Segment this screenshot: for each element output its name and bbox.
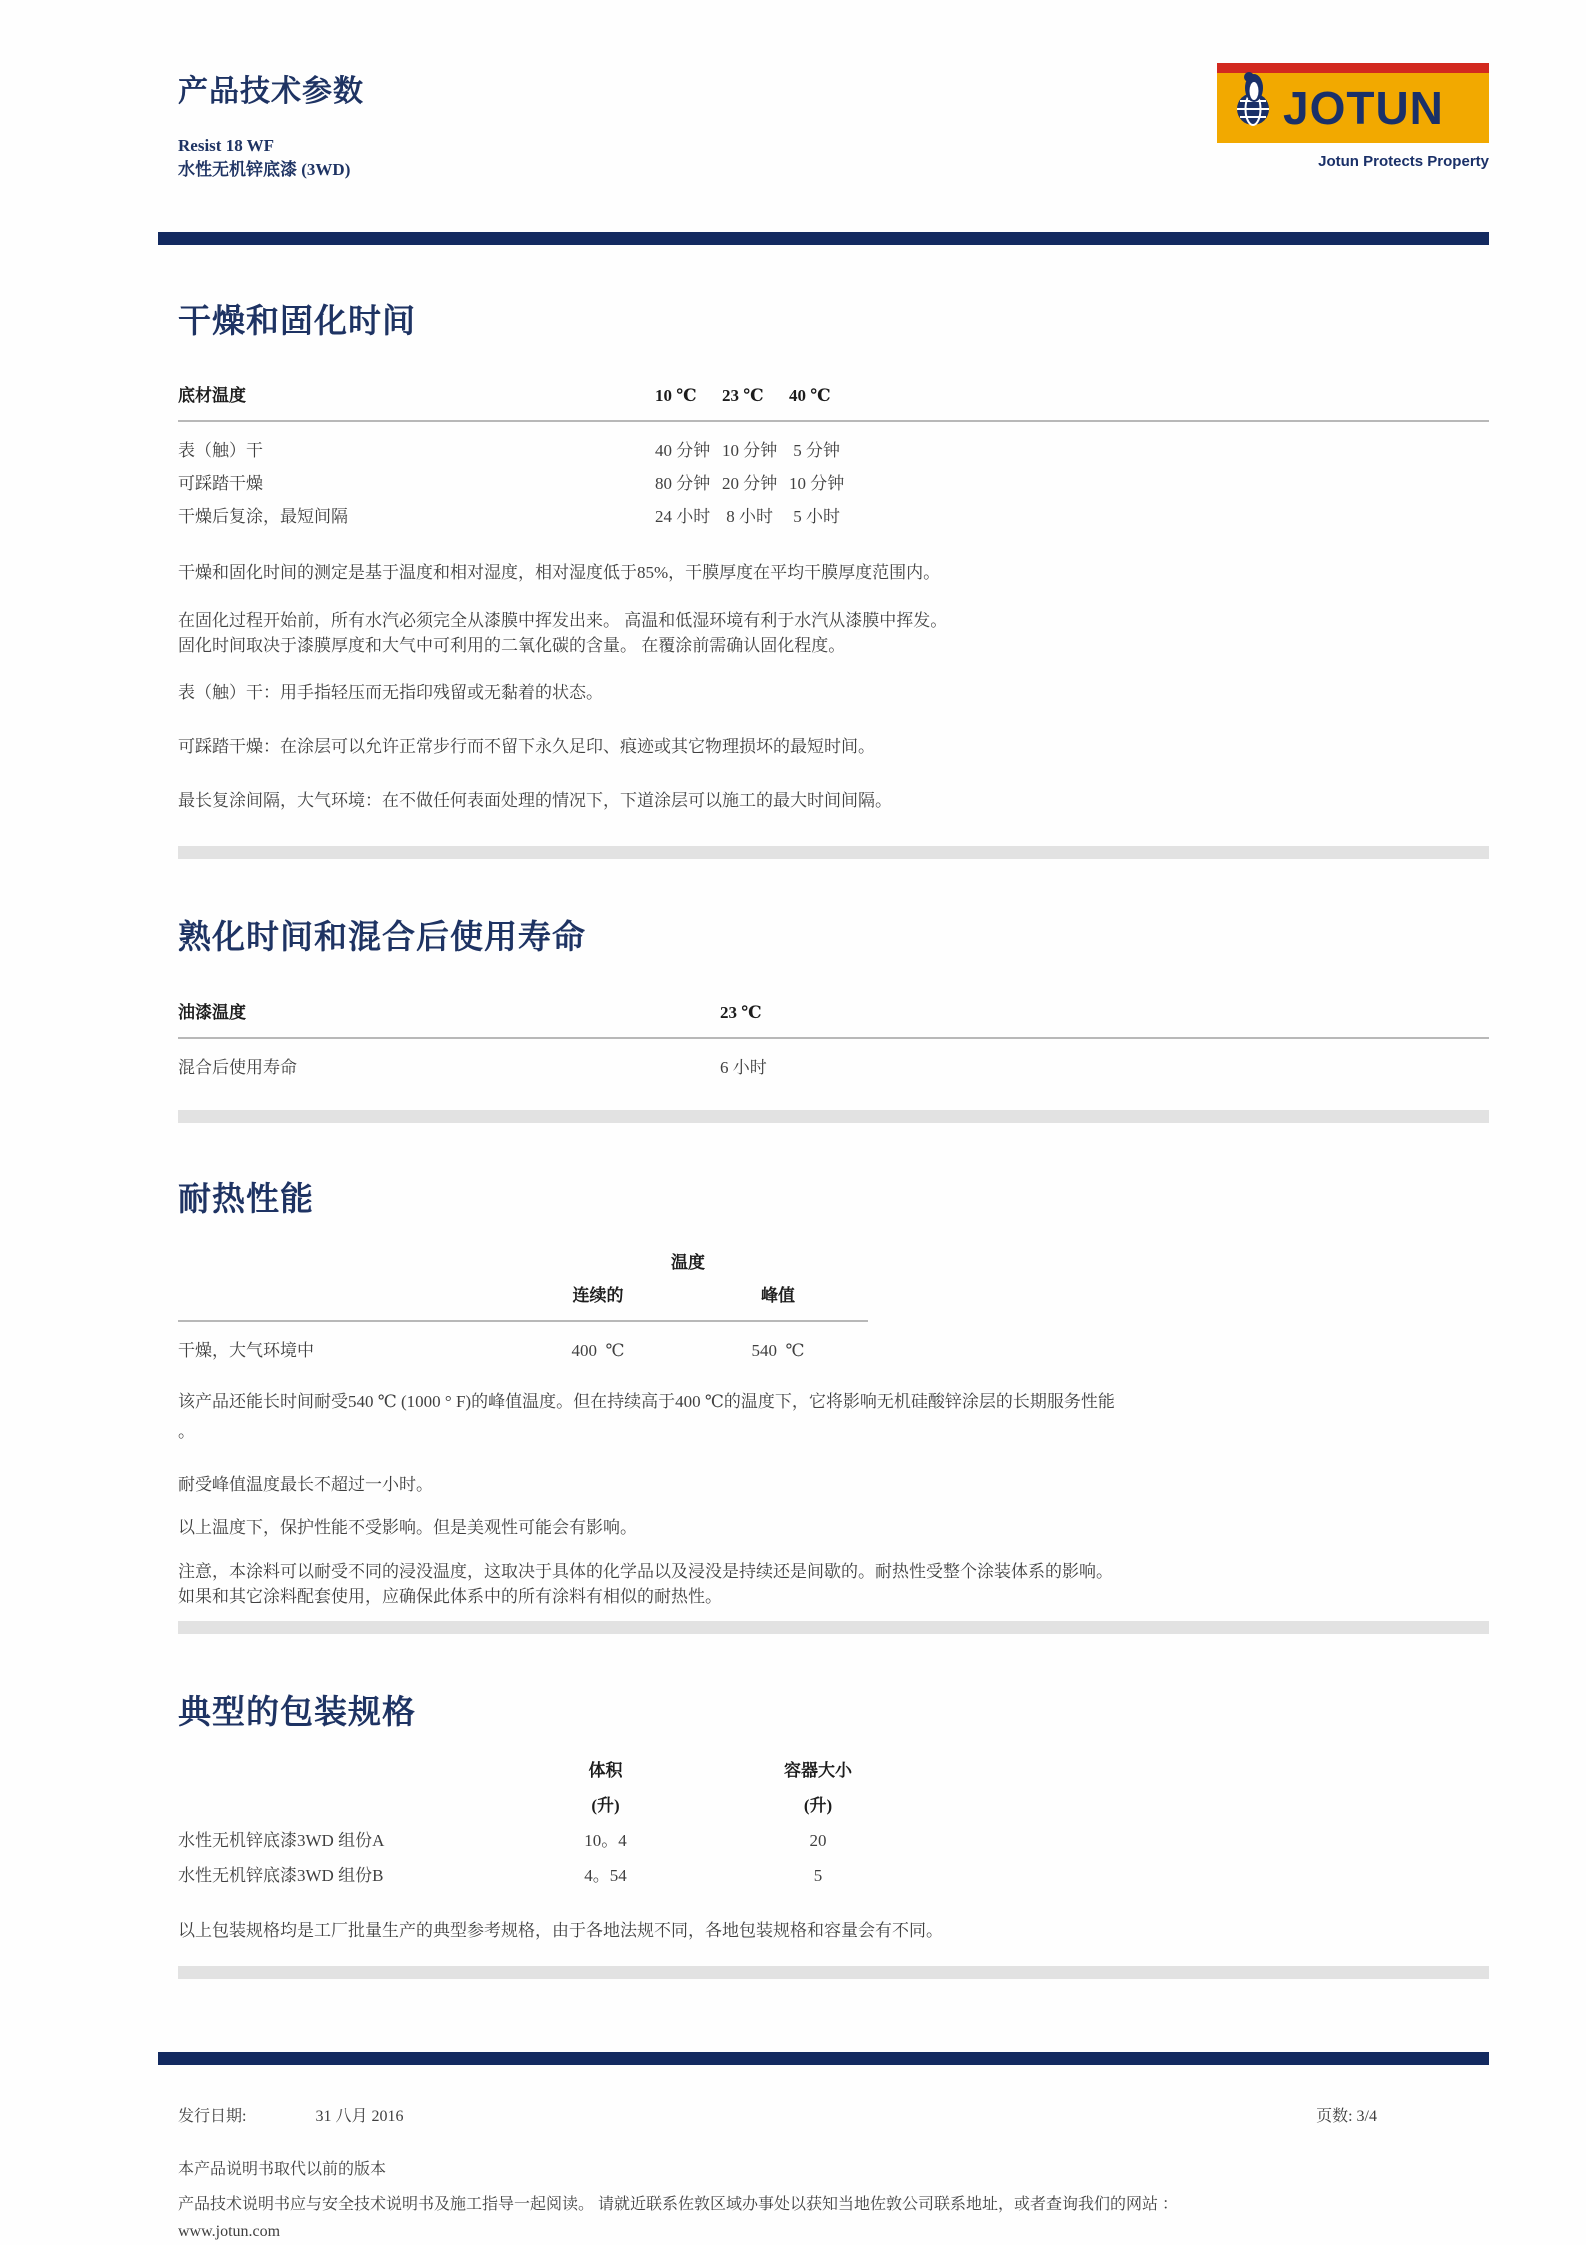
packaging-col-volume-unit: (升) [591, 1796, 620, 1816]
section-title-potlife: 熟化时间和混合后使用寿命 [178, 920, 586, 957]
heat-col-peak: 峰值 [761, 1286, 795, 1306]
page-title: 产品技术参数 [178, 75, 364, 108]
drying-table [178, 379, 1489, 533]
table-cell: 24 小时 [655, 507, 711, 527]
paragraph: 干燥和固化时间的测定是基于温度和相对湿度，相对湿度低于85%，干膜厚度在平均干膜厚度范围内。 [178, 563, 941, 583]
heat-col-continuous: 连续的 [572, 1286, 624, 1306]
product-subtitle: 水性无机锌底漆 (3WD) [178, 159, 351, 179]
issue-date-value: 31 八月 2016 [315, 2108, 404, 2125]
paragraph: 。 [178, 1421, 195, 1441]
footer-website: www.jotun.com [178, 2223, 281, 2241]
paragraph: 表（触）干：用手指轻压而无指印残留或无黏着的状态。 [178, 683, 603, 703]
section-divider [178, 1621, 1489, 1634]
table-cell: 10 分钟 [722, 441, 778, 461]
table-cell: 5 [813, 1866, 823, 1886]
product-name: Resist 18 WF [178, 136, 275, 155]
section-divider [178, 846, 1489, 859]
table-cell: 4。54 [584, 1866, 627, 1886]
drying-col-23c: 23 ℃ [722, 386, 764, 406]
packaging-col-size-unit: (升) [803, 1796, 833, 1816]
table-cell: 40 分钟 [655, 441, 711, 461]
table-cell: 10。4 [584, 1831, 627, 1851]
document-header [178, 0, 1489, 182]
table-cell: 400 ℃ [571, 1341, 625, 1361]
potlife-col-label: 油漆温度 [178, 1003, 246, 1023]
footer-note-1: 本产品说明书取代以前的版本 [178, 2161, 387, 2178]
issue-date-label: 发行日期: [178, 2108, 247, 2125]
table-row-label: 干燥，大气环境中 [178, 1341, 314, 1361]
heat-group-header: 温度 [671, 1253, 705, 1273]
issue-date-group [178, 2103, 403, 2126]
footer-note-2-text: 产品技术说明书应与安全技术说明书及施工指导一起阅读。 请就近联系佐敦区域办事处以获知当地佐敦公司联系地址，或者查询我们的网站 ： [178, 2196, 1179, 2213]
table-cell: 10 分钟 [789, 474, 845, 494]
table-header-rule [178, 1037, 1489, 1039]
paragraph: 该产品还能长时间耐受540 ℃ (1000 ° F)的峰值温度。但在持续高于400 ℃的温度下，它将影响无机硅酸锌涂层的长期服务性能 [178, 1392, 1115, 1412]
section-title-heat: 耐热性能 [178, 1182, 314, 1219]
product-name-block [178, 134, 364, 182]
table-row-label: 可踩踏干燥 [178, 474, 263, 494]
section-title-packaging: 典型的包装规格 [178, 1695, 416, 1732]
paragraph: 耐受峰值温度最长不超过一小时。 [178, 1474, 433, 1494]
paragraph: 在固化过程开始前，所有水汽必须完全从漆膜中挥发出来。 高温和低湿环境有利于水汽从漆膜中挥发。 [178, 611, 948, 631]
table-cell: 20 [809, 1831, 827, 1851]
packaging-note: 以上包装规格均是工厂批量生产的典型参考规格，由于各地法规不同，各地包装规格和容量会有不同。 [178, 1921, 943, 1941]
drying-col-label: 底材温度 [178, 386, 246, 406]
table-header-rule [178, 1320, 868, 1322]
paragraph: 注意，本涂料可以耐受不同的浸没温度，这取决于具体的化学品以及浸没是持续还是间歇的。耐热性受整个涂装体系的影响。 [178, 1561, 1113, 1581]
paragraph: 固化时间取决于漆膜厚度和大气中可利用的二氧化碳的含量。 在覆涂前需确认固化程度。 [178, 635, 846, 655]
paragraph: 最长复涂间隔，大气环境：在不做任何表面处理的情况下，下道涂层可以施工的最大时间间隔。 [178, 790, 892, 810]
section-divider [178, 1110, 1489, 1123]
section-divider [178, 1966, 1489, 1979]
footer-separator-bar [158, 2052, 1489, 2065]
logo-wordmark: JOTUN [1283, 82, 1444, 134]
drying-col-10c: 10 ℃ [655, 386, 697, 406]
logo-box [1217, 73, 1489, 143]
paragraph: 以上温度下，保护性能不受影响。但是美观性可能会有影响。 [178, 1518, 637, 1538]
heat-table [178, 1246, 1489, 1367]
footer-issue-row [178, 2103, 1489, 2126]
page-number: 页数: 3/4 [1316, 2108, 1377, 2125]
table-row-label: 水性无机锌底漆3WD 组份B [178, 1866, 384, 1886]
section-title-drying: 干燥和固化时间 [178, 303, 416, 340]
table-cell: 8 小时 [722, 507, 773, 527]
header-text-block [178, 66, 364, 182]
penguin-globe-icon [1227, 71, 1279, 134]
page-footer [0, 2052, 1586, 2245]
table-cell: 540 ℃ [751, 1341, 805, 1361]
table-cell: 5 分钟 [789, 441, 840, 461]
packaging-col-size: 容器大小 [784, 1761, 852, 1781]
drying-col-40c: 40 ℃ [789, 386, 831, 406]
paragraph: 如果和其它涂料配套使用，应确保此体系中的所有涂料有相似的耐热性。 [178, 1586, 722, 1606]
table-row-label: 混合后使用寿命 [178, 1058, 297, 1078]
paragraph: 可踩踏干燥：在涂层可以允许正常步行而不留下永久足印、痕迹或其它物理损坏的最短时间。 [178, 737, 875, 757]
table-cell: 6 小时 [720, 1058, 767, 1078]
table-cell: 20 分钟 [722, 474, 778, 494]
header-separator-bar [158, 232, 1489, 245]
potlife-table [178, 996, 1489, 1084]
table-row-label: 表（触）干 [178, 441, 263, 461]
logo-tagline: Jotun Protects Property [1318, 153, 1489, 170]
potlife-col-23c: 23 ℃ [720, 1003, 762, 1023]
table-cell: 80 分钟 [655, 474, 711, 494]
table-row-label: 水性无机锌底漆3WD 组份A [178, 1831, 385, 1851]
jotun-logo [1217, 63, 1489, 170]
table-header-rule [178, 420, 1489, 422]
footer-note-2 [178, 2191, 1489, 2245]
packaging-col-volume: 体积 [588, 1761, 623, 1781]
table-cell: 5 小时 [789, 507, 840, 527]
table-row-label: 干燥后复涂，最短间隔 [178, 507, 348, 527]
packaging-table [178, 1753, 1489, 1893]
